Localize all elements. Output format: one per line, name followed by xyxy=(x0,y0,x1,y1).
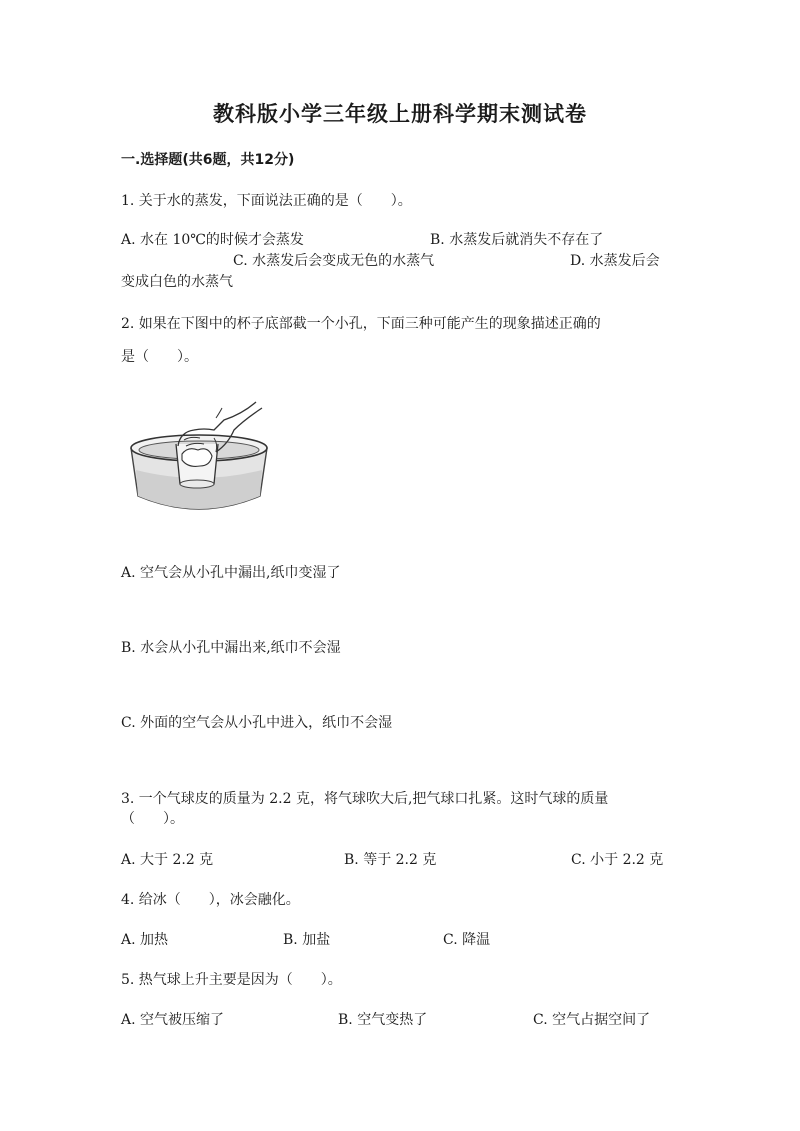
question-4-option-b: B. 加盐 xyxy=(283,932,331,948)
question-5-option-a: A. 空气被压缩了 xyxy=(121,1012,225,1028)
question-1-option-a: A. 水在 10℃的时候才会蒸发 xyxy=(121,232,304,248)
question-4-option-a: A. 加热 xyxy=(121,932,169,948)
question-5-stem: 5. 热气球上升主要是因为（ ）。 xyxy=(121,972,342,988)
question-4-stem: 4. 给冰（ ），冰会融化。 xyxy=(121,892,300,908)
question-2-option-c: C. 外面的空气会从小孔中进入，纸巾不会湿 xyxy=(121,715,393,731)
question-4-option-c: C. 降温 xyxy=(443,932,491,948)
section-heading: 一.选择题(共6题，共12分) xyxy=(121,152,295,168)
question-3-stem-line1: 3. 一个气球皮的质量为 2.2 克，将气球吹大后,把气球口扎紧。这时气球的质量 xyxy=(121,791,609,807)
question-1-option-d-cont: 变成白色的水蒸气 xyxy=(121,274,233,290)
question-2-option-a: A. 空气会从小孔中漏出,纸巾变湿了 xyxy=(121,565,341,581)
question-1-option-d: D. 水蒸发后会 xyxy=(570,253,660,269)
question-2-stem-line2: 是（ ）。 xyxy=(121,349,198,365)
question-5-option-c: C. 空气占据空间了 xyxy=(533,1012,651,1028)
question-1-option-c: C. 水蒸发后会变成无色的水蒸气 xyxy=(233,253,435,269)
question-1-stem: 1. 关于水的蒸发，下面说法正确的是（ ）。 xyxy=(121,193,412,209)
question-2-option-b: B. 水会从小孔中漏出来,纸巾不会湿 xyxy=(121,640,341,656)
question-1-option-b: B. 水蒸发后就消失不存在了 xyxy=(430,232,604,248)
question-3-option-c: C. 小于 2.2 克 xyxy=(571,852,664,868)
question-3-stem-line2: （ ）。 xyxy=(121,811,184,827)
question-3-option-b: B. 等于 2.2 克 xyxy=(344,852,437,868)
page-title: 教科版小学三年级上册科学期末测试卷 xyxy=(213,102,587,126)
question-3-option-a: A. 大于 2.2 克 xyxy=(121,852,214,868)
cup-in-water-illustration xyxy=(124,400,274,520)
question-5-option-b: B. 空气变热了 xyxy=(338,1012,428,1028)
question-2-stem-line1: 2. 如果在下图中的杯子底部截一个小孔，下面三种可能产生的现象描述正确的 xyxy=(121,316,601,332)
